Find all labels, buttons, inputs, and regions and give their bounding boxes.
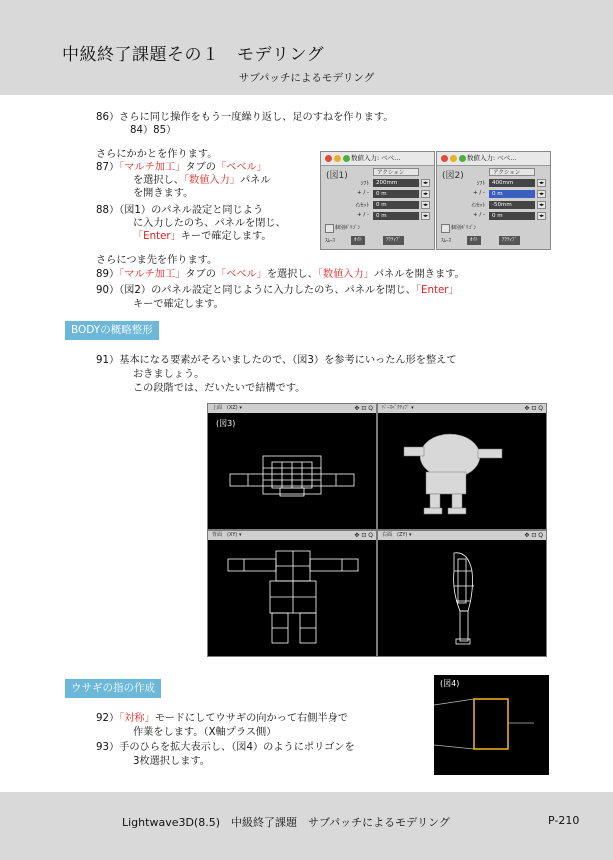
close-icon[interactable] [441, 155, 448, 162]
shift-label: ｼﾌﾄ [476, 181, 485, 187]
ok-button[interactable]: ｵｲﾄ [467, 236, 481, 245]
step-92: 92）「対称」モードにしてウサギの向かって右側半身で [96, 713, 348, 724]
action-select[interactable]: アクション [489, 168, 535, 176]
shift-range-label: + / - [357, 190, 369, 196]
inset-range-field[interactable]: 0 m [489, 212, 535, 220]
shift-field[interactable]: 200mm [373, 179, 419, 187]
action-select[interactable]: アクション [373, 168, 419, 176]
close-icon[interactable] [325, 155, 332, 162]
step-91b: おきましょう。 [133, 369, 205, 380]
step-93b: 3枚選択します。 [133, 756, 210, 767]
figure-4-viewport [434, 675, 549, 775]
figure-label: (図1) [326, 171, 348, 181]
viewport-top[interactable] [208, 404, 376, 529]
viewport-front-label: 背面 (XY) [212, 532, 238, 538]
inset-range-arrow-icon[interactable]: ◂▸ [422, 213, 429, 219]
viewport-nav-icon[interactable]: ✥ ⊡ Q [524, 405, 543, 412]
section-body-heading: BODYの概略整形 [65, 321, 159, 340]
step-91c: この段階では、だいたいで結構です。 [133, 383, 306, 394]
shift-range-arrow-icon[interactable]: ◂▸ [538, 191, 545, 197]
page-footer [0, 792, 613, 860]
smooth-label: ｽﾑｰｽ [441, 238, 452, 244]
side-view-wireframe [378, 531, 546, 656]
inset-range-label: + / - [473, 212, 485, 218]
section-finger-heading: ウサギの指の作成 [65, 679, 161, 698]
step-90b: キーで確定します。 [133, 299, 224, 310]
minimize-icon[interactable] [450, 155, 457, 162]
viewport-persp-bar[interactable]: ﾊﾟｰｽﾍﾟｸﾃｨﾌﾞ ▾ [378, 404, 546, 413]
step-87c: を開きます。 [133, 188, 194, 199]
step-88b: に入力したのち、パネルを閉じ、 [133, 218, 286, 229]
minimize-icon[interactable] [334, 155, 341, 162]
viewport-top-label: 上面 (XZ) [212, 405, 238, 411]
dialog-titlebar[interactable] [321, 152, 434, 166]
dialog-title: 数値入力: ベベ... [351, 154, 401, 162]
viewport-front-bar[interactable]: 背面 (XY) ▾ [208, 531, 376, 540]
viewport-top-bar[interactable]: 上面 (XZ) ▾ [208, 404, 376, 413]
viewport-perspective[interactable] [378, 404, 546, 529]
inset-arrow-icon[interactable]: ◂▸ [538, 202, 545, 208]
shift-arrow-icon[interactable]: ◂▸ [538, 180, 545, 186]
viewport-nav-icon[interactable]: ✥ ⊡ Q [354, 405, 373, 412]
perspective-shaded-model [378, 404, 546, 529]
inset-field[interactable]: -50mm [489, 201, 535, 209]
viewport-nav-icon[interactable]: ✥ ⊡ Q [354, 532, 373, 539]
step-88c: 「Enter」キーで確定します。 [133, 231, 272, 242]
inset-label: ｲﾝｾｯﾄ [471, 203, 485, 209]
intro-toe: さらにつま先を作ります。 [96, 255, 218, 266]
front-view-wireframe [208, 531, 376, 656]
page-subtitle: サブパッチによるモデリング [238, 72, 375, 84]
viewport-side-label: 右面 (ZY) [382, 532, 408, 538]
bevel-numeric-dialog-2 [436, 151, 551, 250]
shift-field[interactable]: 400mm [489, 179, 535, 187]
inset-label: ｲﾝｾｯﾄ [355, 203, 369, 209]
viewport-nav-icon[interactable]: ✥ ⊡ Q [524, 532, 543, 539]
page-header [0, 0, 613, 95]
ok-button[interactable]: ｵｲﾄ [351, 236, 365, 245]
step-91a: 91）基本になる要素がそろいましたので、（図3）を参考にいったん形を整えて [96, 355, 457, 366]
individual-polygon-checkbox[interactable] [325, 224, 334, 233]
viewport-side[interactable] [378, 531, 546, 656]
checkbox-label: 個別ﾎﾟﾘｺﾞﾝ [335, 225, 361, 231]
figure-label: (図4) [440, 679, 460, 688]
palm-polygon-selection [434, 675, 549, 775]
footer-title: Lightwave3D(8.5) 中級終了課題 サブパッチによるモデリング [122, 816, 450, 829]
inset-arrow-icon[interactable]: ◂▸ [422, 202, 429, 208]
step-88a: 88）（図1）のパネル設定と同じよう [96, 205, 264, 216]
top-view-wireframe [208, 404, 376, 529]
step-86: 86）さらに同じ操作をもう一度繰り返し、足のすねを作ります。 [96, 112, 394, 123]
active-button[interactable]: ｱｸﾃｨﾌﾞ [383, 236, 404, 245]
checkbox-label: 個別ﾎﾟﾘｺﾞﾝ [451, 225, 477, 231]
shift-range-field[interactable]: 0 m [373, 190, 419, 198]
viewport-persp-label: ﾊﾟｰｽﾍﾟｸﾃｨﾌﾞ [382, 405, 410, 411]
viewport-side-bar[interactable]: 右面 (ZY) ▾ [378, 531, 546, 540]
inset-range-arrow-icon[interactable]: ◂▸ [538, 213, 545, 219]
zoom-icon[interactable] [459, 155, 466, 162]
figure-label: (図3) [216, 419, 236, 428]
step-87b: を選択し、「数値入力」パネル [133, 175, 271, 186]
viewport-grid [207, 403, 547, 657]
smooth-label: ｽﾑｰｽ [325, 238, 336, 244]
step-87: 87）「マルチ加工」タブの「ベベル」 [96, 162, 267, 173]
active-button[interactable]: ｱｸﾃｨﾌﾞ [499, 236, 520, 245]
inset-range-label: + / - [357, 212, 369, 218]
bevel-numeric-dialog-1 [320, 151, 435, 250]
shift-range-label: + / - [473, 190, 485, 196]
shift-range-field[interactable]: 0 m [489, 190, 535, 198]
dialog-titlebar[interactable] [437, 152, 550, 166]
dialog-title: 数値入力: ベベ... [467, 154, 517, 162]
step-92b: 作業をします。（X軸プラス側） [133, 727, 277, 738]
step-86-ref: 84）85） [130, 125, 177, 136]
individual-polygon-checkbox[interactable] [441, 224, 450, 233]
viewport-front[interactable] [208, 531, 376, 656]
shift-arrow-icon[interactable]: ◂▸ [422, 180, 429, 186]
zoom-icon[interactable] [343, 155, 350, 162]
step-93a: 93）手のひらを拡大表示し、（図4）のようにポリゴンを [96, 742, 355, 753]
inset-range-field[interactable]: 0 m [373, 212, 419, 220]
shift-range-arrow-icon[interactable]: ◂▸ [422, 191, 429, 197]
intro-heel: さらにかかとを作ります。 [96, 149, 218, 160]
page-title: 中級終了課題その１ モデリング [62, 45, 325, 65]
figure-label: (図2) [442, 171, 464, 181]
step-89: 89）「マルチ加工」タブの「ベベル」を選択し、「数値入力」パネルを開きます。 [96, 269, 465, 280]
inset-field[interactable]: 0 m [373, 201, 419, 209]
step-90: 90）（図2）のパネル設定と同じように入力したのち、パネルを閉じ、「Enter」 [96, 285, 459, 296]
page-number: P-210 [548, 814, 580, 827]
shift-label: ｼﾌﾄ [360, 181, 369, 187]
